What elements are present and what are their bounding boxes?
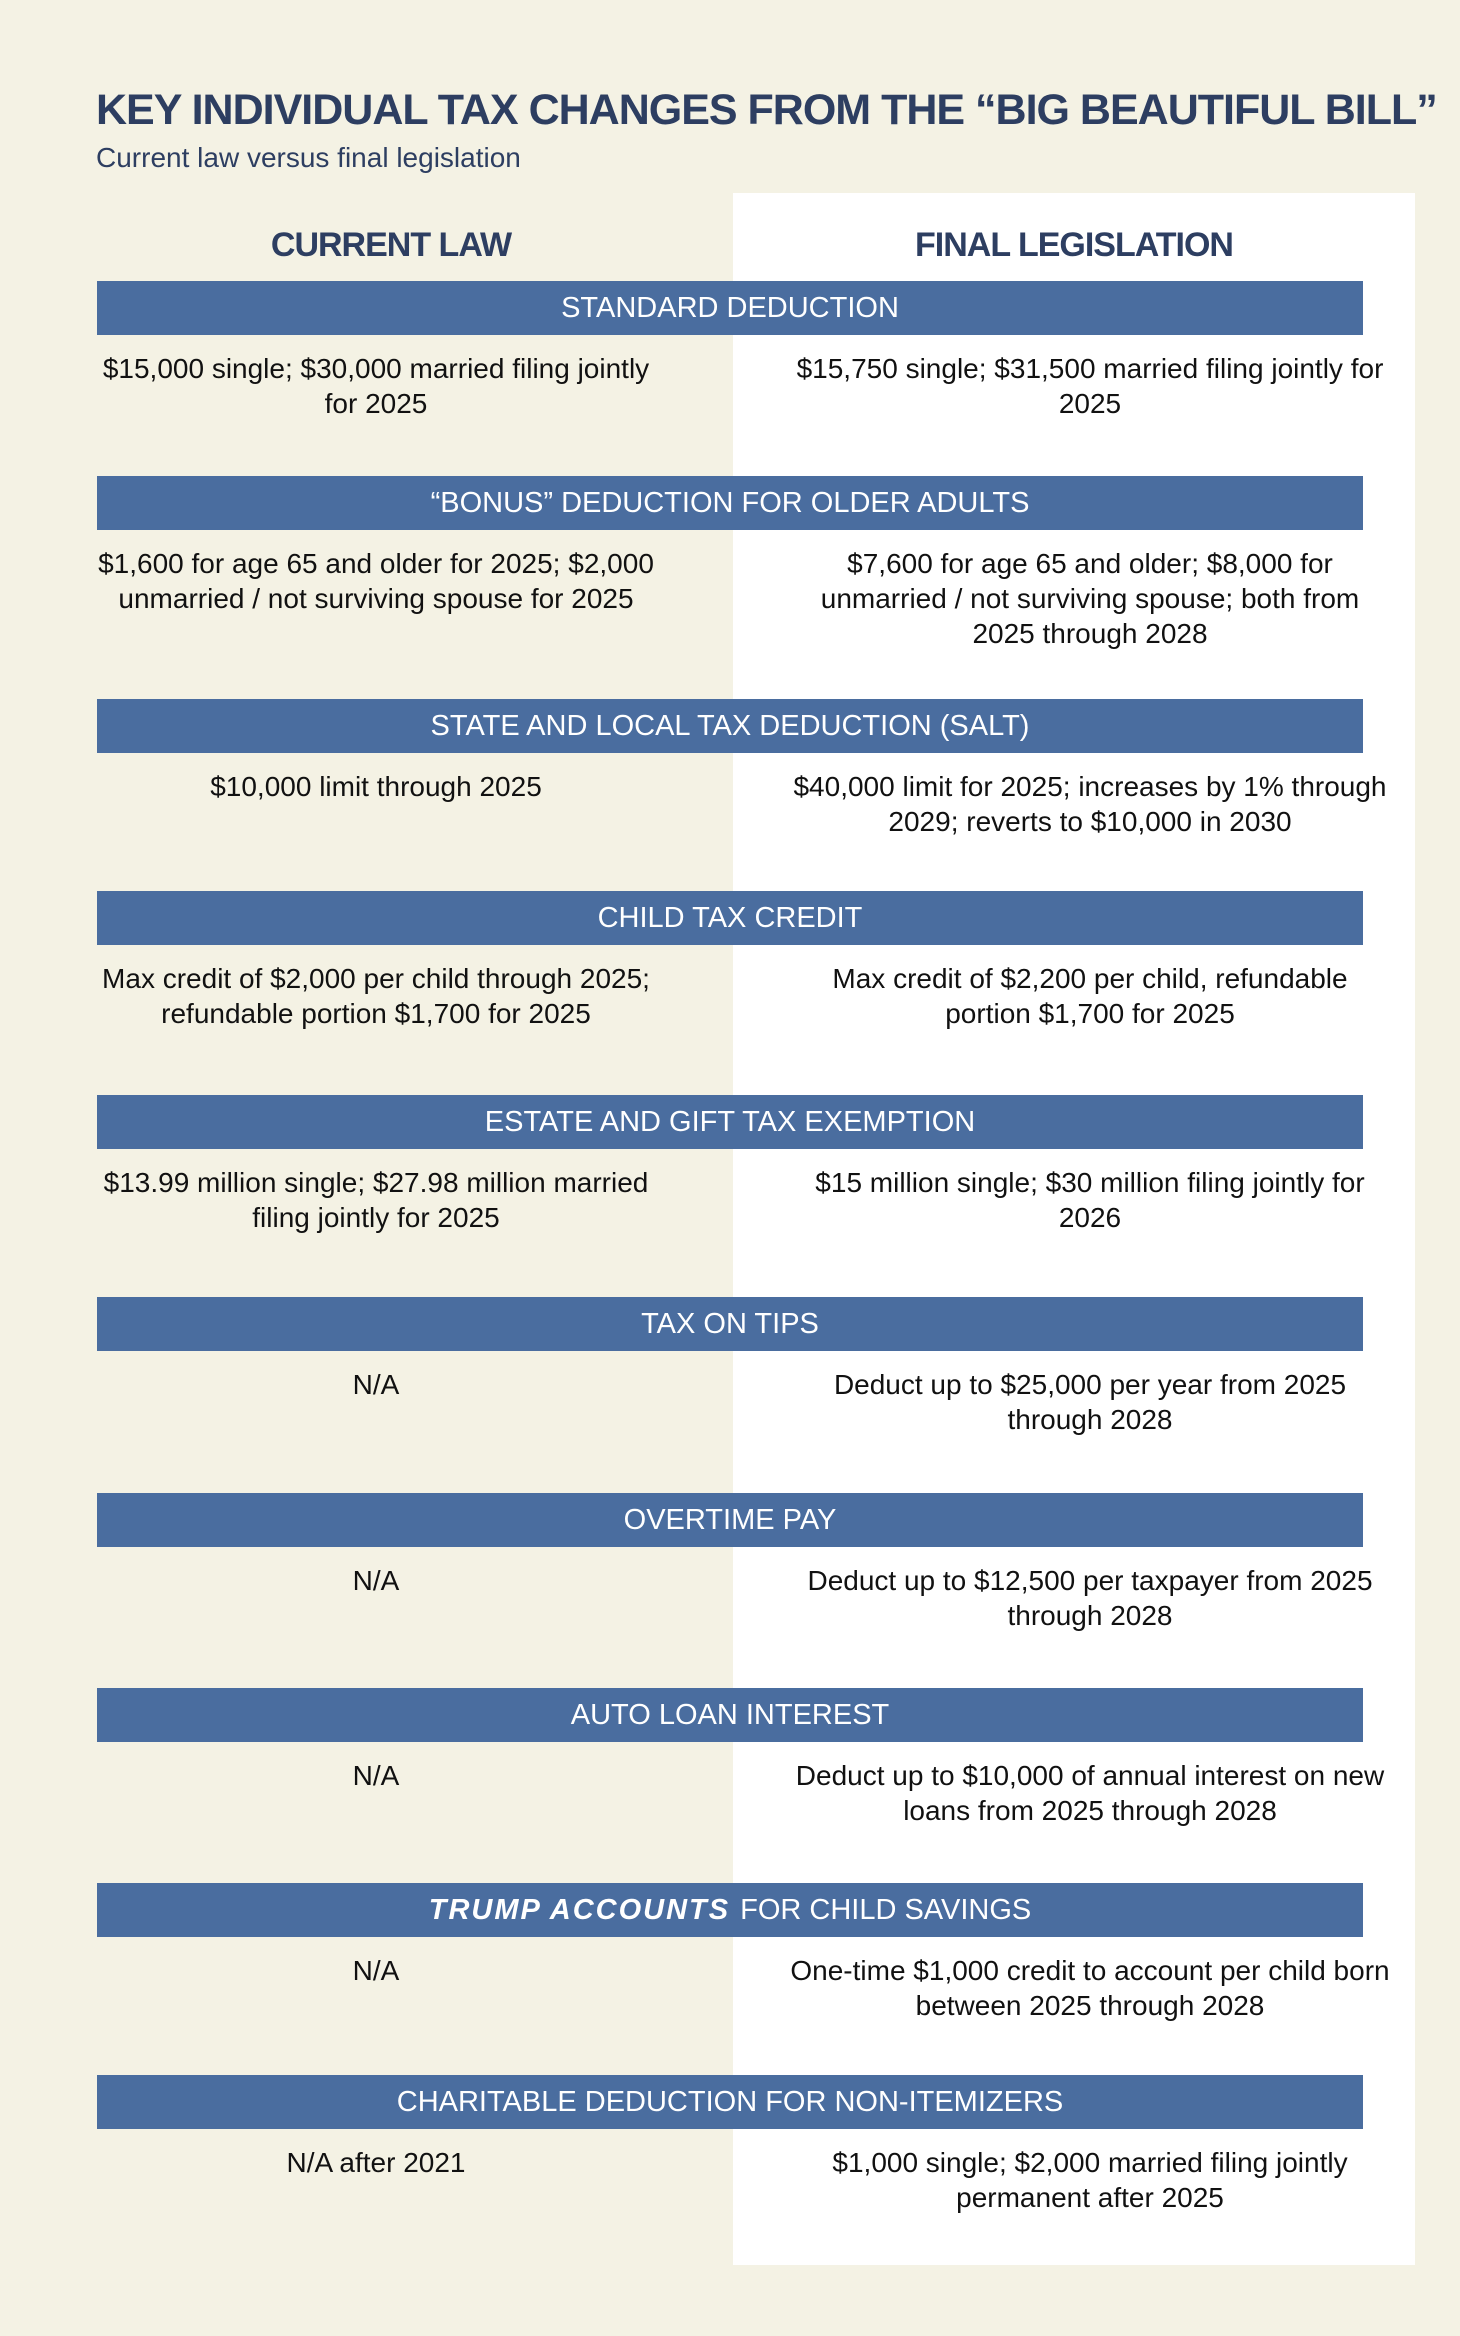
section-heading: OVERTIME PAY [97,1493,1363,1547]
current-law-cell: N/A [352,1760,400,1791]
section-heading-emphasis: TRUMP ACCOUNTS [428,1894,731,1926]
current-law-cell: N/A [352,1369,400,1400]
final-legislation-cell: $1,000 single; $2,000 married filing jointly permanent after 2025 [832,2147,1348,2213]
section-trump-accounts [0,1883,1460,2063]
section-heading: STATE AND LOCAL TAX DEDUCTION (SALT) [97,699,1363,753]
current-law-cell: N/A [352,1955,400,1986]
current-law-cell: $13.99 million single; $27.98 million married filing jointly for 2025 [103,1167,649,1233]
final-legislation-cell: $15,750 single; $31,500 married filing jointly for 2025 [796,353,1384,419]
current-law-cell: N/A [352,1565,400,1596]
section-estate-gift-tax [0,1095,1460,1275]
section-heading [97,1883,1363,1937]
final-legislation-cell: Deduct up to $25,000 per year from 2025 through 2028 [833,1369,1347,1435]
section-heading: AUTO LOAN INTEREST [97,1688,1363,1742]
current-law-cell: Max credit of $2,000 per child through 2025; refundable portion $1,700 for 2025 [102,963,650,1029]
column-header-current-law: CURRENT LAW [270,226,512,264]
section-heading: CHARITABLE DEDUCTION FOR NON-ITEMIZERS [97,2075,1363,2129]
section-heading: “BONUS” DEDUCTION FOR OLDER ADULTS [97,476,1363,530]
page-title: KEY INDIVIDUAL TAX CHANGES FROM THE “BIG BEAUTIFUL BILL” [96,86,1437,134]
section-bonus-deduction [0,476,1460,656]
final-legislation-cell: One-time $1,000 credit to account per child born between 2025 through 2028 [790,1955,1390,2021]
final-legislation-cell: Max credit of $2,200 per child, refundable portion $1,700 for 2025 [832,963,1348,1029]
section-salt [0,699,1460,879]
current-law-cell: N/A after 2021 [286,2147,466,2178]
section-heading: CHILD TAX CREDIT [97,891,1363,945]
final-legislation-cell: $15 million single; $30 million filing jointly for 2026 [815,1167,1365,1233]
section-overtime-pay [0,1493,1460,1673]
section-tax-on-tips [0,1297,1460,1477]
final-legislation-cell: $7,600 for age 65 and older; $8,000 for unmarried / not surviving spouse; both from 2025 through 2028 [820,548,1360,649]
current-law-cell: $10,000 limit through 2025 [210,771,542,802]
final-legislation-cell: Deduct up to $10,000 of annual interest on new loans from 2025 through 2028 [795,1760,1385,1826]
page-subtitle: Current law versus final legislation [96,142,521,173]
section-child-tax-credit [0,891,1460,1071]
section-standard-deduction [0,281,1460,461]
final-legislation-cell: Deduct up to $12,500 per taxpayer from 2025 through 2028 [807,1565,1373,1631]
section-heading: STANDARD DEDUCTION [97,281,1363,335]
section-auto-loan-interest [0,1688,1460,1868]
section-heading-rest: FOR CHILD SAVINGS [740,1894,1032,1926]
current-law-cell: $15,000 single; $30,000 married filing jointly for 2025 [102,353,650,419]
final-legislation-cell: $40,000 limit for 2025; increases by 1% through 2029; reverts to $10,000 in 2030 [793,771,1387,837]
section-heading: ESTATE AND GIFT TAX EXEMPTION [97,1095,1363,1149]
current-law-cell: $1,600 for age 65 and older for 2025; $2,000 unmarried / not surviving spouse for 2025 [98,548,654,614]
section-heading: TAX ON TIPS [97,1297,1363,1351]
column-header-final-legislation: FINAL LEGISLATION [915,226,1233,264]
section-charitable-deduction [0,2075,1460,2255]
